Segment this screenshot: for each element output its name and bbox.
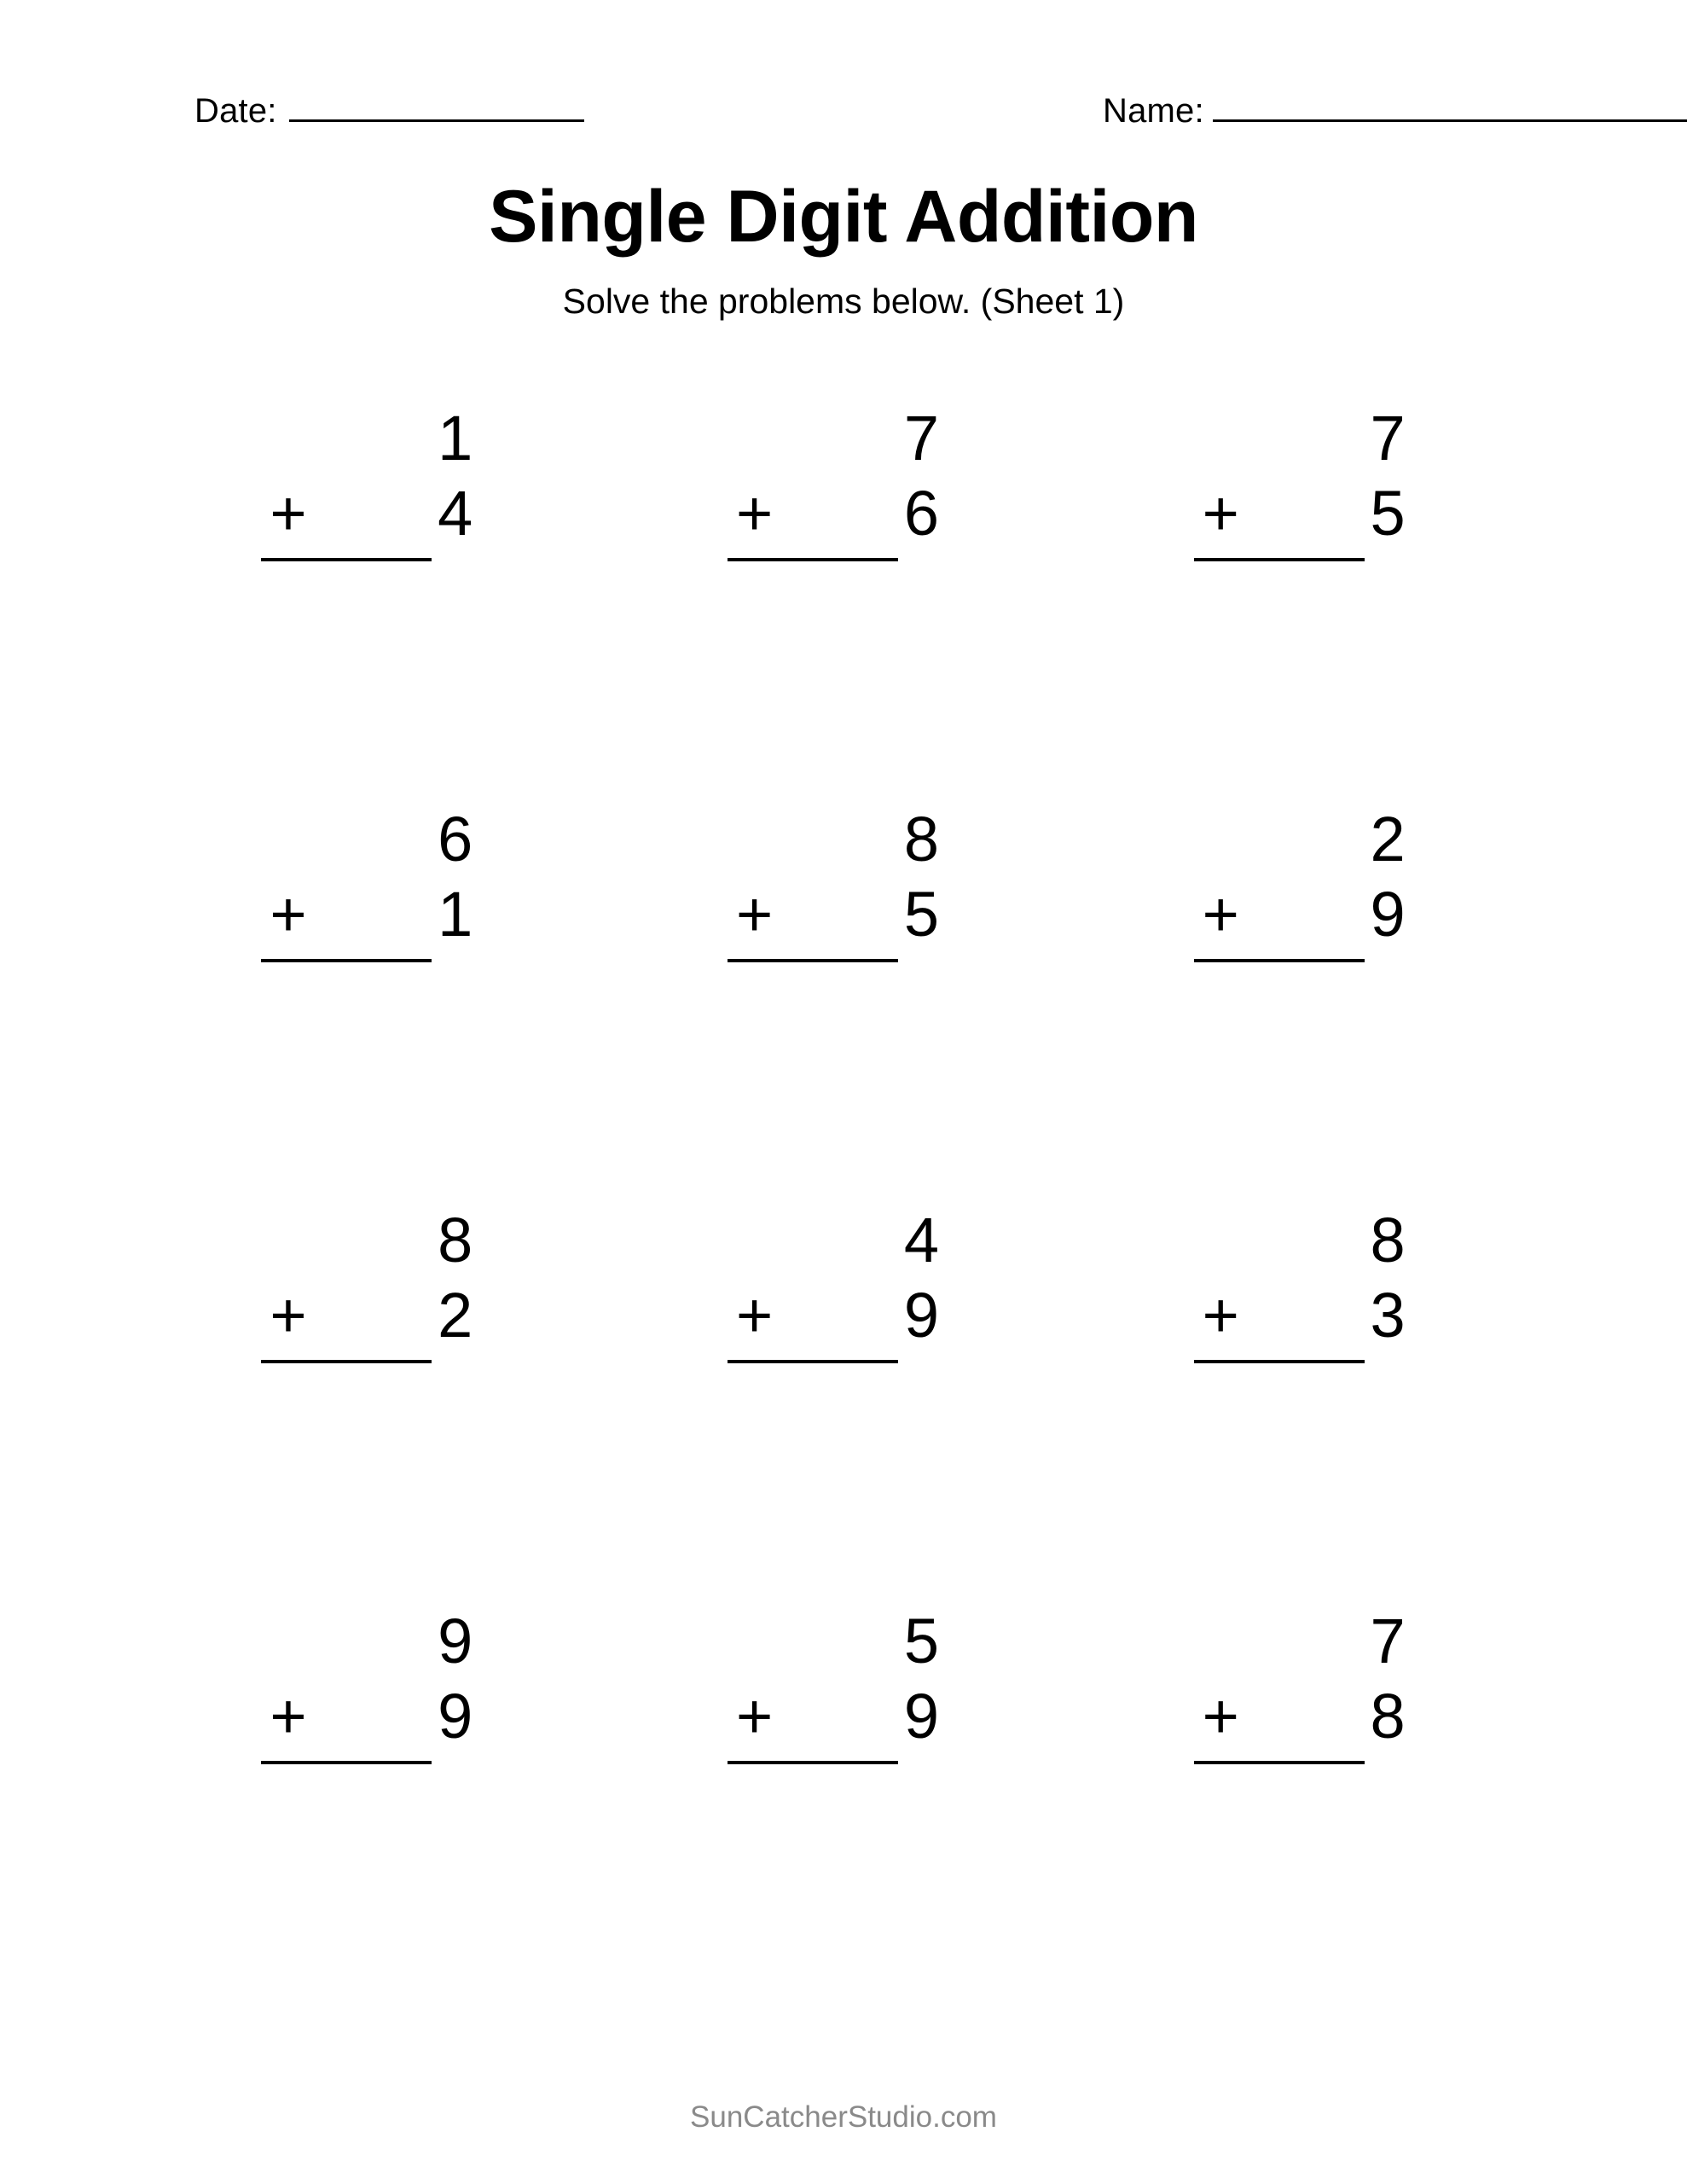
addend-bottom-row — [712, 1278, 977, 1353]
problem-item — [145, 1604, 612, 2005]
answer-rule — [1194, 1360, 1365, 1363]
problem-item — [1077, 802, 1544, 1203]
addend-bottom: 6 — [903, 478, 939, 549]
plus-operator: + — [735, 879, 774, 950]
problem-item — [1077, 1604, 1544, 2005]
answer-rule — [1194, 558, 1365, 561]
answer-rule — [261, 558, 432, 561]
name-label: Name: — [1103, 92, 1204, 130]
answer-rule — [728, 1761, 898, 1764]
answer-rule — [1194, 959, 1365, 962]
addend-bottom: 3 — [1370, 1280, 1406, 1350]
plus-operator: + — [270, 1280, 307, 1350]
problem-item — [145, 401, 612, 802]
addend-bottom: 4 — [438, 478, 473, 549]
addend-bottom: 9 — [903, 1681, 939, 1751]
answer-rule — [728, 1360, 898, 1363]
addend-bottom-row — [1179, 1679, 1443, 1754]
addend-bottom: 1 — [438, 879, 473, 950]
addend-bottom-row — [712, 1679, 977, 1754]
problem-item — [612, 802, 1078, 1203]
page-title: Single Digit Addition — [489, 176, 1198, 258]
plus-operator: + — [735, 478, 774, 549]
addend-top: 4 — [903, 1205, 939, 1275]
addend-bottom-row — [1179, 877, 1443, 952]
addend-bottom-row — [712, 476, 977, 551]
problem-item — [612, 1604, 1078, 2005]
answer-rule — [261, 959, 432, 962]
addend-bottom: 9 — [903, 1280, 939, 1350]
addend-bottom-row — [712, 877, 977, 952]
problem-item — [612, 1203, 1078, 1604]
date-field[interactable] — [194, 92, 584, 131]
addend-top: 7 — [1370, 403, 1406, 473]
addend-bottom: 9 — [1370, 879, 1406, 950]
addend-top: 8 — [438, 1205, 473, 1275]
plus-operator: + — [270, 1681, 307, 1751]
addend-bottom: 9 — [438, 1681, 473, 1751]
addend-bottom: 5 — [903, 879, 939, 950]
plus-operator: + — [735, 1681, 774, 1751]
addend-bottom: 2 — [438, 1280, 473, 1350]
answer-rule — [728, 959, 898, 962]
addend-bottom-row — [1179, 476, 1443, 551]
addend-top: 2 — [1370, 804, 1406, 874]
problem-item — [612, 401, 1078, 802]
date-label: Date: — [194, 92, 277, 130]
page-subtitle: Solve the problems below. (Sheet 1) — [562, 282, 1125, 321]
plus-operator: + — [735, 1280, 774, 1350]
answer-rule — [261, 1761, 432, 1764]
problem-item — [145, 1203, 612, 1604]
addend-bottom: 8 — [1370, 1681, 1406, 1751]
addend-bottom-row — [1179, 1278, 1443, 1353]
addend-top: 5 — [903, 1606, 939, 1676]
addend-top: 7 — [903, 403, 939, 473]
answer-rule — [1194, 1761, 1365, 1764]
problem-item — [1077, 1203, 1544, 1604]
name-write-line[interactable] — [1213, 94, 1687, 122]
addend-top: 1 — [438, 403, 473, 473]
plus-operator: + — [1202, 879, 1239, 950]
addend-bottom: 5 — [1370, 478, 1406, 549]
answer-rule — [728, 558, 898, 561]
addend-bottom-row — [246, 1679, 510, 1754]
plus-operator: + — [1202, 478, 1239, 549]
footer-credit: SunCatcherStudio.com — [690, 2100, 997, 2134]
plus-operator: + — [1202, 1280, 1239, 1350]
problem-item — [145, 802, 612, 1203]
addend-top: 7 — [1370, 1606, 1406, 1676]
addend-top: 8 — [903, 804, 939, 874]
addend-top: 6 — [438, 804, 473, 874]
answer-rule — [261, 1360, 432, 1363]
plus-operator: + — [1202, 1681, 1239, 1751]
name-field[interactable] — [1103, 92, 1687, 131]
plus-operator: + — [270, 879, 307, 950]
date-write-line[interactable] — [289, 94, 584, 122]
addend-bottom-row — [246, 877, 510, 952]
problem-item — [1077, 401, 1544, 802]
addend-top: 9 — [438, 1606, 473, 1676]
header-fields — [0, 92, 1687, 143]
addend-bottom-row — [246, 476, 510, 551]
problem-grid — [145, 401, 1544, 2005]
addend-top: 8 — [1370, 1205, 1406, 1275]
addend-bottom-row — [246, 1278, 510, 1353]
plus-operator: + — [270, 478, 307, 549]
